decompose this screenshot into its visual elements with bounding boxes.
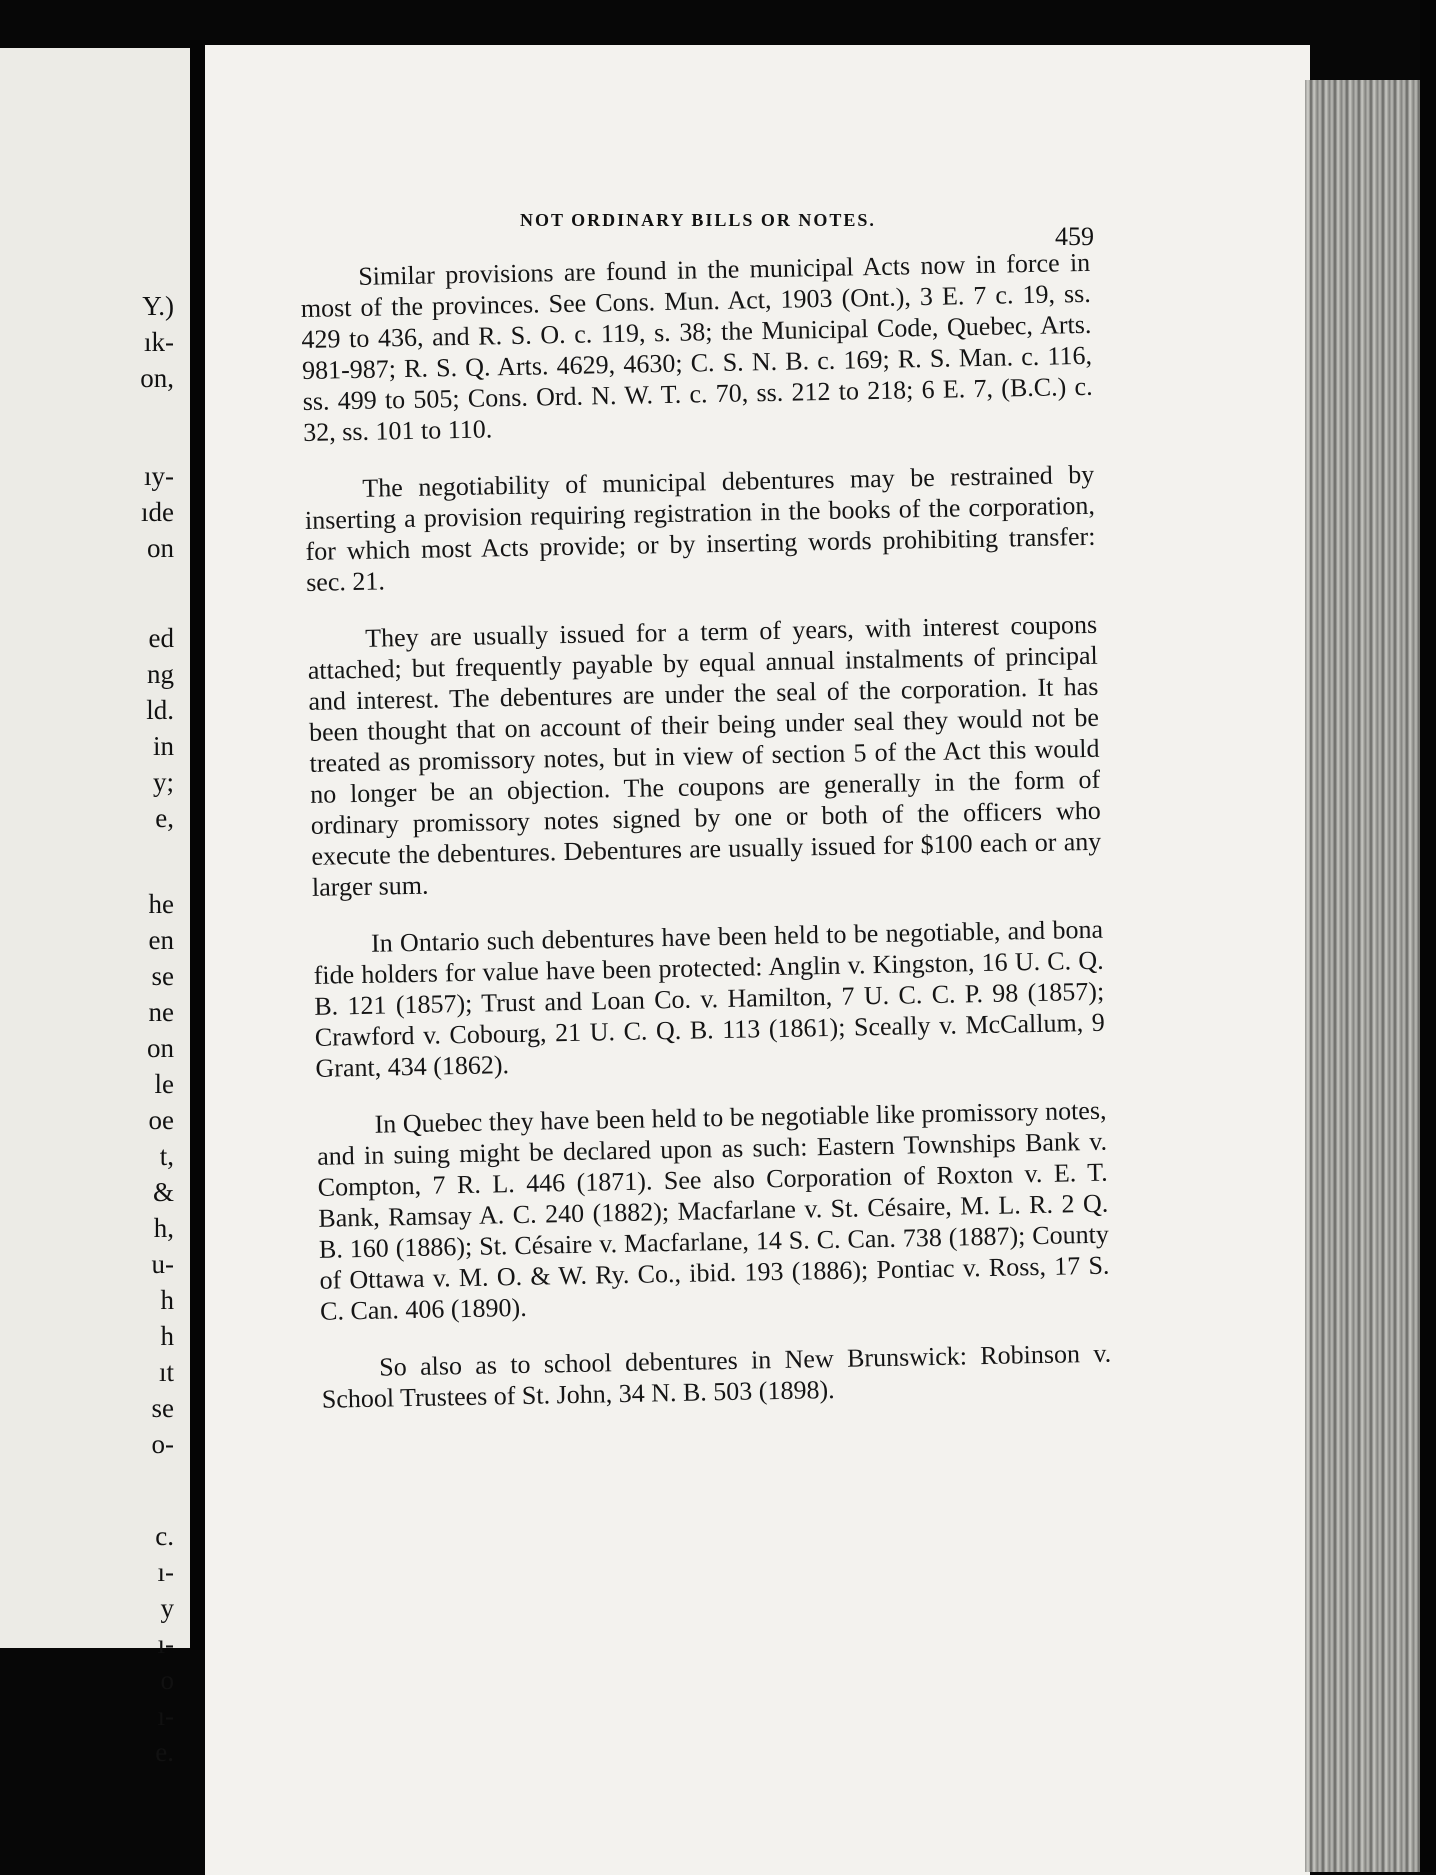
left-page-fragment: u- (151, 1249, 174, 1279)
left-page-fragment: y; (152, 767, 174, 797)
background-edge (1420, 0, 1436, 1872)
paragraph-municipal-acts: Similar provisions are found in the municipal Acts now in force in most of the provinces. See Cons. Mun. Act, 1903 (Ont.), 3 E. 7 c. 19, ss. 429 to 436, and R. S. O. c. 119, s. 38; the Municipal Code, Quebec, Arts. 981-987; R. S. Q. Arts. 4629, 4630; C. S. N. B. c. 169; R. S. Man. c. 116, ss. 499 to 505; Cons. Ord. N. W. T. c. 70, ss. 212 to 218; 6 E. 7, (B.C.) c. 32, ss. 101 to 110. (300, 247, 1093, 447)
left-page-fragment: e, (155, 803, 174, 833)
left-page-fragment: ng (147, 659, 174, 689)
left-page-fragment: on (147, 1033, 174, 1063)
page-number: 459 (1055, 222, 1094, 251)
left-page-fragment: t, (159, 1141, 174, 1171)
left-page-fragment: h (160, 1285, 174, 1315)
left-page-fragment: he (148, 889, 174, 919)
left-page-fragment: se (151, 961, 174, 991)
paragraph-new-brunswick: So also as to school debentures in New Brunswick: Robinson v. School Trustees of St. John, 34 N. B. 503 (1898). (321, 1338, 1112, 1414)
left-page-fragment: & (152, 1177, 174, 1207)
left-page-fragment: Y.) (142, 291, 174, 321)
paragraph-ontario: In Ontario such debentures have been held to be negotiable, and bona fide holders for value have been protected: Anglin v. Kingston, 16 U. C. Q. B. 121 (1857); Trust and Loan Co. v. Hamilton, 7 U. C. C. P. 98 (1857); Crawford v. Cobourg, 21 U. C. Q. B. 113 (1861); Sceally v. McCallum, 9 Grant, 434 (1862). (313, 914, 1106, 1083)
left-page-text-fragments (0, 288, 182, 1767)
left-page-fragment: h (160, 1321, 174, 1351)
left-page-fragment: on (147, 533, 174, 563)
page-body (300, 247, 1112, 1441)
left-page-fragment: in (152, 731, 174, 761)
left-page-fragment: ıy- (144, 461, 174, 491)
left-page-fragment: h, (153, 1213, 174, 1243)
left-page-fragment: o- (151, 1429, 174, 1459)
left-page-fragment: ıde (141, 497, 174, 527)
left-page-fragment: on, (140, 363, 174, 393)
left-page-fragment: ı- (157, 1701, 174, 1731)
left-page-fragment: oe (148, 1105, 174, 1135)
left-page-fragment: ı- (157, 1557, 174, 1587)
left-page-fragment: le (154, 1069, 174, 1099)
left-page-fragment: se (151, 1393, 174, 1423)
left-page-fragment: ld. (146, 695, 174, 725)
paragraph-quebec: In Quebec they have been held to be negotiable like promissory notes, and in suing might be declared upon as such: Eastern Townships Bank v. Compton, 7 R. L. 446 (1871). See also Corporation of Roxton v. E. T. Bank, Ramsay A. C. 240 (1882); Macfarlane v. St. Césaire, M. L. R. 2 Q. B. 160 (1886); St. Césaire v. Macfarlane, 14 S. C. Can. 738 (1887); County of Ottawa v. M. O. & W. Ry. Co., ibid. 193 (1886); Pontiac v. Ross, 17 S. C. Can. 406 (1890). (316, 1095, 1110, 1326)
paragraph-issuance: They are usually issued for a term of years, with interest coupons attached; but frequently payable by equal annual instalments of principal and interest. The debentures are under the seal of the corporation. It has been thought that on account of their being under seal they would not be treated as promissory notes, but in view of section 5 of the Act this would no longer be an objection. The coupons are generally in the form of ordinary promissory notes signed by one or both of the officers who execute the debentures. Debentures are usually issued for $100 each or any larger sum. (307, 609, 1102, 902)
left-page-fragment: o (160, 1665, 174, 1695)
left-page-fragment: ı- (157, 1629, 174, 1659)
left-page-fragment: ık- (144, 327, 174, 357)
left-page-fragment: c. (155, 1521, 174, 1551)
left-page-fragment: e. (155, 1737, 174, 1767)
paragraph-negotiability: The negotiability of municipal debentures may be restrained by inserting a provision requiring registration in the books of the corporation, for which most Acts provide; or by inserting words prohibiting transfer: sec. 21. (304, 459, 1096, 597)
left-page-fragment: ıt (158, 1357, 174, 1387)
left-page-fragment: ed (148, 623, 174, 653)
page-edges (1305, 80, 1425, 1872)
left-page (0, 48, 190, 1767)
left-page-fragment: en (148, 925, 174, 955)
left-page-fragment: y (160, 1593, 174, 1623)
running-title: NOT ORDINARY BILLS OR NOTES. (520, 210, 876, 230)
left-page-fragment: ne (148, 997, 174, 1027)
